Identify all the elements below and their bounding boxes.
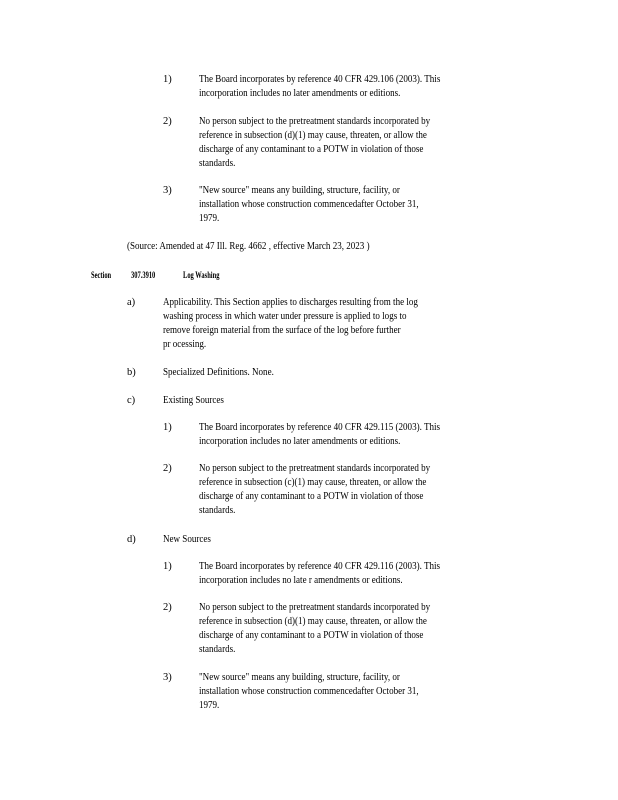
section-label: Section bbox=[91, 270, 112, 280]
subsection-letter: a) bbox=[127, 297, 136, 308]
item-text: No person subject to the pretreatment standards incorporated by reference in subsection (d)(1) may cause, threaten, or allow the discharge of any contaminant to a POTW in violation of those standards. bbox=[199, 116, 431, 169]
item-text: "New source" means any building, structure, facility, or installation whose construction commencedafter October 31, 1979. bbox=[199, 185, 419, 224]
item-number: 3) bbox=[163, 185, 172, 196]
subsection-letter: c) bbox=[127, 395, 136, 406]
section-number: 307.3910 bbox=[131, 270, 156, 280]
item-number: 2) bbox=[163, 463, 172, 474]
item-text: No person subject to the pretreatment standards incorporated by reference in subsection (c)(1) may cause, threaten, or allow the discharge of any contaminant to a POTW in violation of those standards. bbox=[199, 463, 431, 516]
subsection-text: Specialized Definitions. None. bbox=[163, 367, 274, 378]
item-text: The Board incorporates by reference 40 CFR 429.116 (2003). This incorporation includes no late r amendments or editions. bbox=[199, 561, 441, 586]
item-number: 1) bbox=[163, 422, 172, 433]
item-text: The Board incorporates by reference 40 CFR 429.106 (2003). This incorporation includes no later amendments or editions. bbox=[199, 74, 441, 99]
section-title: Log Washing bbox=[183, 270, 220, 280]
item-number: 2) bbox=[163, 602, 172, 613]
subsection-letter: d) bbox=[127, 534, 136, 545]
item-text: No person subject to the pretreatment standards incorporated by reference in subsection (d)(1) may cause, threaten, or allow the discharge of any contaminant to a POTW in violation of those standards. bbox=[199, 602, 431, 655]
item-number: 1) bbox=[163, 74, 172, 85]
source-note: (Source: Amended at 47 Ill. Reg. 4662 , effective March 23, 2023 ) bbox=[127, 241, 370, 252]
item-number: 2) bbox=[163, 116, 172, 127]
subsection-text: New Sources bbox=[163, 534, 211, 545]
item-text: "New source" means any building, structure, facility, or installation whose construction commencedafter October 31, 1979. bbox=[199, 672, 419, 711]
item-text: The Board incorporates by reference 40 CFR 429.115 (2003). This incorporation includes no later amendments or editions. bbox=[199, 422, 441, 447]
subsection-text: Applicability. This Section applies to discharges resulting from the log washing process in which water under pressure is applied to logs to remove foreign material from the surface of the log before further pr ocessing. bbox=[163, 297, 418, 350]
item-number: 1) bbox=[163, 561, 172, 572]
subsection-letter: b) bbox=[127, 367, 136, 378]
item-number: 3) bbox=[163, 672, 172, 683]
subsection-text: Existing Sources bbox=[163, 395, 224, 406]
